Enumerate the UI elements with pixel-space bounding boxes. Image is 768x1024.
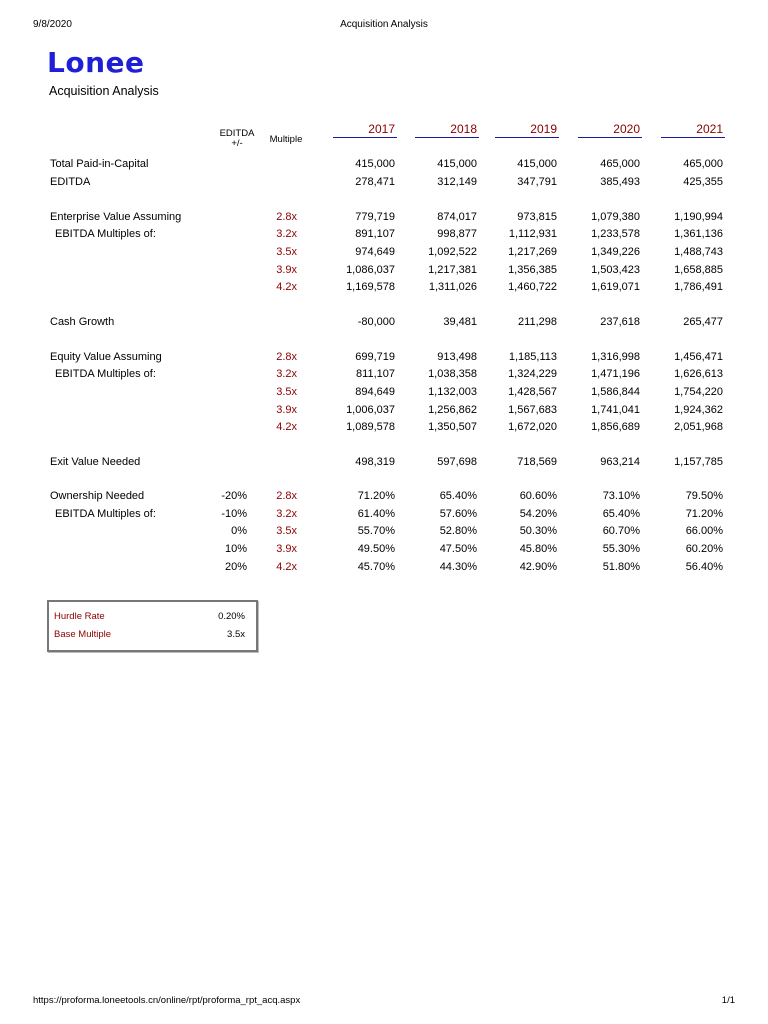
table-cell: 1,460,722	[508, 281, 557, 293]
table-cell: 1,324,229	[508, 368, 557, 380]
page-subtitle: Acquisition Analysis	[49, 84, 159, 98]
base-multiple-label: Base Multiple	[54, 629, 112, 640]
table-cell: 974,649	[355, 246, 395, 258]
year-header-underline	[415, 137, 479, 138]
table-cell: 1,856,689	[591, 421, 640, 433]
multiple-value: 3.9x	[276, 404, 297, 416]
row-label-total-paid-in-capital: Total Paid-in-Capital	[50, 158, 149, 170]
table-cell: 1,619,071	[591, 281, 640, 293]
print-header-title: Acquisition Analysis	[340, 19, 428, 30]
table-cell: 1,185,113	[508, 351, 557, 363]
logo: Lonee	[47, 46, 145, 79]
hurdle-rate-value: 0.20%	[218, 611, 245, 622]
multiple-value: 3.5x	[276, 246, 297, 258]
base-multiple-value: 3.5x	[227, 629, 245, 640]
multiple-value: 4.2x	[276, 281, 297, 293]
row-label-exit-value-needed: Exit Value Needed	[50, 456, 141, 468]
table-cell: 71.20%	[685, 508, 723, 520]
table-cell: 498,319	[355, 456, 395, 468]
table-cell: 1,741,041	[591, 404, 640, 416]
table-cell: 57.60%	[439, 508, 477, 520]
table-cell: 1,256,862	[428, 404, 477, 416]
row-label-ownership-needed: Ownership Needed	[50, 490, 145, 502]
table-cell: 79.50%	[685, 490, 723, 502]
table-cell: 597,698	[437, 456, 477, 468]
table-cell: 1,316,998	[591, 351, 640, 363]
multiple-column-header: Multiple	[269, 134, 303, 145]
table-cell: 347,791	[517, 176, 557, 188]
table-cell: 1,586,844	[591, 386, 640, 398]
table-cell: 237,618	[600, 316, 640, 328]
table-cell: 1,006,037	[346, 404, 395, 416]
table-cell: 894,649	[355, 386, 395, 398]
table-cell: 50.30%	[519, 525, 557, 537]
table-cell: 415,000	[355, 158, 395, 170]
table-cell: 39,481	[443, 316, 477, 328]
table-cell: 1,169,578	[346, 281, 395, 293]
table-cell: 55.70%	[357, 525, 395, 537]
table-cell: 779,719	[355, 211, 395, 223]
hurdle-rate-label: Hurdle Rate	[54, 611, 105, 622]
table-cell: 65.40%	[439, 490, 477, 502]
table-cell: 1,217,269	[508, 246, 557, 258]
row-sublabel-equity: EBITDA Multiples of:	[55, 368, 156, 380]
editda-pct-value: -20%	[221, 490, 247, 502]
table-cell: 47.50%	[439, 543, 477, 555]
table-cell: 1,157,785	[674, 456, 723, 468]
table-cell: 963,214	[600, 456, 640, 468]
table-cell: 1,356,385	[508, 264, 557, 276]
table-cell: 465,000	[683, 158, 723, 170]
row-label-cash-growth: Cash Growth	[50, 316, 115, 328]
table-cell: 45.80%	[519, 543, 557, 555]
editda-pct-value: 20%	[224, 561, 247, 573]
table-cell: 1,092,522	[428, 246, 477, 258]
table-cell: 61.40%	[357, 508, 395, 520]
multiple-value: 2.8x	[276, 490, 297, 502]
table-cell: 1,233,578	[591, 228, 640, 240]
year-header: 2021	[696, 122, 723, 136]
table-cell: 425,355	[683, 176, 723, 188]
table-cell: 1,086,037	[346, 264, 395, 276]
table-cell: 699,719	[355, 351, 395, 363]
table-cell: 973,815	[517, 211, 557, 223]
table-cell: 465,000	[600, 158, 640, 170]
table-cell: 45.70%	[357, 561, 395, 573]
editda-column-header: EDITDA	[219, 128, 255, 139]
year-header-underline	[661, 137, 725, 138]
table-cell: 1,361,136	[674, 228, 723, 240]
table-cell: 265,477	[683, 316, 723, 328]
editda-pct-value: 10%	[224, 543, 247, 555]
table-cell: 66.00%	[685, 525, 723, 537]
year-header: 2020	[613, 122, 640, 136]
table-cell: 1,488,743	[674, 246, 723, 258]
table-cell: 1,658,885	[674, 264, 723, 276]
table-cell: 65.40%	[602, 508, 640, 520]
table-cell: 891,107	[355, 228, 395, 240]
table-cell: 73.10%	[602, 490, 640, 502]
table-cell: 1,190,994	[674, 211, 723, 223]
table-cell: 1,132,003	[428, 386, 477, 398]
footer-url: https://proforma.loneetools.cn/online/rpt/proforma_rpt_acq.aspx	[33, 995, 301, 1006]
table-cell: 51.80%	[602, 561, 640, 573]
table-cell: 1,217,381	[428, 264, 477, 276]
table-cell: 1,112,931	[508, 228, 557, 240]
table-cell: 913,498	[437, 351, 477, 363]
table-cell: 1,311,026	[428, 281, 477, 293]
year-header: 2019	[530, 122, 557, 136]
footer-page-number: 1/1	[721, 995, 735, 1006]
multiple-value: 4.2x	[276, 561, 297, 573]
multiple-value: 3.2x	[276, 228, 297, 240]
table-cell: 1,349,226	[591, 246, 640, 258]
table-cell: 2,051,968	[674, 421, 723, 433]
print-header-date: 9/8/2020	[33, 19, 72, 30]
table-cell: 71.20%	[357, 490, 395, 502]
editda-pct-value: -10%	[221, 508, 247, 520]
table-cell: 998,877	[437, 228, 477, 240]
table-cell: 1,456,471	[674, 351, 723, 363]
table-cell: 55.30%	[602, 543, 640, 555]
table-cell: 52.80%	[439, 525, 477, 537]
row-sublabel-ownership: EBITDA Multiples of:	[55, 508, 156, 520]
editda-column-subheader: +/-	[231, 138, 243, 149]
multiple-value: 3.2x	[276, 508, 297, 520]
table-cell: 312,149	[437, 176, 477, 188]
table-cell: 60.60%	[519, 490, 557, 502]
table-cell: 42.90%	[519, 561, 557, 573]
table-cell: 1,471,196	[591, 368, 640, 380]
table-cell: 1,350,507	[428, 421, 477, 433]
multiple-value: 3.5x	[276, 525, 297, 537]
year-header: 2017	[368, 122, 395, 136]
table-cell: 1,428,567	[508, 386, 557, 398]
table-cell: 56.40%	[685, 561, 723, 573]
year-header-underline	[495, 137, 559, 138]
multiple-value: 3.9x	[276, 264, 297, 276]
multiple-value: 4.2x	[276, 421, 297, 433]
table-cell: 811,107	[356, 368, 395, 380]
table-cell: 278,471	[355, 176, 395, 188]
table-cell: 60.20%	[685, 543, 723, 555]
table-cell: 1,786,491	[674, 281, 723, 293]
table-cell: 1,038,358	[428, 368, 477, 380]
row-label-enterprise-value: Enterprise Value Assuming	[50, 211, 182, 223]
table-cell: 415,000	[517, 158, 557, 170]
table-cell: 718,569	[517, 456, 557, 468]
table-cell: 1,754,220	[674, 386, 723, 398]
table-cell: 385,493	[600, 176, 640, 188]
row-sublabel-enterprise: EBITDA Multiples of:	[55, 228, 156, 240]
year-header: 2018	[450, 122, 477, 136]
year-header-underline	[578, 137, 642, 138]
table-cell: 415,000	[437, 158, 477, 170]
table-cell: -80,000	[357, 316, 395, 328]
table-cell: 1,503,423	[591, 264, 640, 276]
settings-box	[47, 600, 258, 652]
table-cell: 874,017	[437, 211, 477, 223]
table-cell: 1,567,683	[508, 404, 557, 416]
year-header-underline	[333, 137, 397, 138]
table-cell: 44.30%	[439, 561, 477, 573]
table-cell: 1,089,578	[346, 421, 395, 433]
table-cell: 1,672,020	[508, 421, 557, 433]
table-cell: 1,079,380	[591, 211, 640, 223]
table-cell: 1,626,613	[674, 368, 723, 380]
row-label-equity-value: Equity Value Assuming	[50, 351, 162, 363]
multiple-value: 2.8x	[276, 211, 297, 223]
multiple-value: 3.9x	[276, 543, 297, 555]
editda-pct-value: 0%	[231, 525, 247, 537]
multiple-value: 3.2x	[276, 368, 297, 380]
row-label-editda: EDITDA	[50, 176, 91, 188]
table-cell: 211,298	[518, 316, 557, 328]
table-cell: 49.50%	[357, 543, 395, 555]
multiple-value: 2.8x	[276, 351, 297, 363]
table-cell: 54.20%	[519, 508, 557, 520]
table-cell: 1,924,362	[674, 404, 723, 416]
table-cell: 60.70%	[602, 525, 640, 537]
multiple-value: 3.5x	[276, 386, 297, 398]
